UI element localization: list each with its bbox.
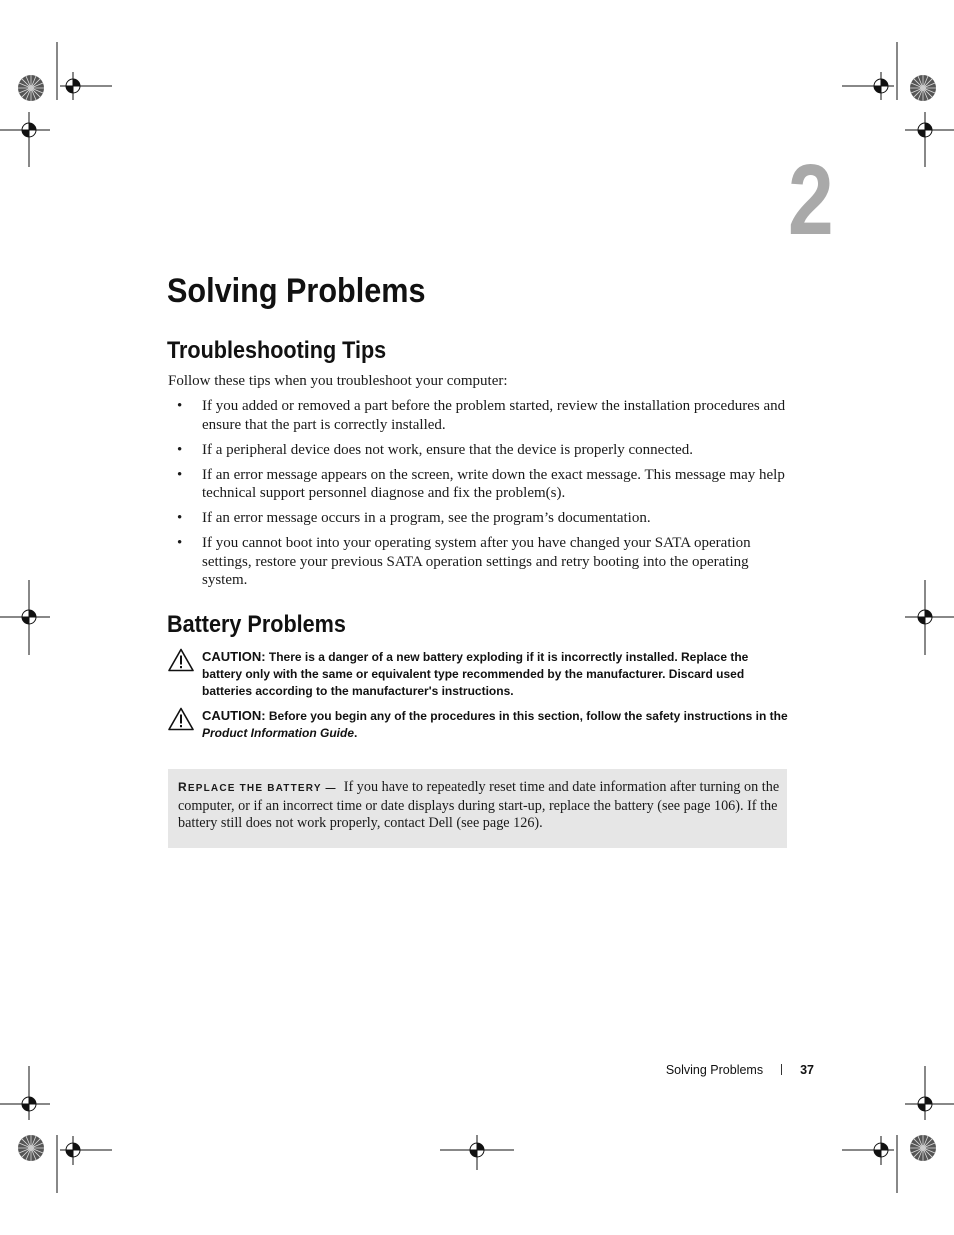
tip-text: If you added or removed a part before the problem started, review the installation procedures and ensure that the part is correctly installed. bbox=[202, 398, 786, 433]
battery-heading: Battery Problems bbox=[167, 611, 346, 638]
tip-text: If an error message occurs in a program, see the program’s documentation. bbox=[202, 510, 651, 526]
troubleshooting-heading: Troubleshooting Tips bbox=[167, 337, 387, 364]
page-footer bbox=[666, 1061, 814, 1079]
replace-battery-text bbox=[178, 779, 780, 833]
replace-battery-lead: REPLACE THE BATTERY — bbox=[178, 780, 337, 794]
bullet: • bbox=[177, 535, 183, 551]
caution-label: CAUTION: bbox=[202, 708, 266, 723]
footer-separator bbox=[781, 1064, 782, 1075]
tip-item bbox=[168, 534, 788, 590]
bullet: • bbox=[177, 398, 183, 414]
tip-item bbox=[168, 509, 788, 528]
product-guide-title: Product Information Guide bbox=[202, 726, 354, 740]
caution-text bbox=[202, 648, 788, 700]
replace-battery-box bbox=[168, 769, 787, 848]
caution-notice bbox=[168, 707, 788, 742]
warning-triangle-icon bbox=[168, 707, 194, 731]
caution-label: CAUTION: bbox=[202, 649, 266, 664]
tip-item bbox=[168, 397, 788, 434]
replace-battery-body: If you have to repeatedly reset time and date information after turning on the computer, or if an incorrect time or date displays during start-up, replace the battery (see page 106). If the battery still does not work properly, contact Dell (see page 126). bbox=[178, 779, 780, 831]
caution-end: . bbox=[354, 726, 358, 740]
caution-notice bbox=[168, 648, 788, 700]
chapter-title: Solving Problems bbox=[167, 272, 426, 310]
troubleshooting-intro: Follow these tips when you troubleshoot your computer: bbox=[168, 373, 508, 389]
bullet: • bbox=[177, 466, 183, 483]
tip-text: If you cannot boot into your operating system after you have changed your SATA operation settings, restore your previous SATA operation settings and retry booting into the operating system. bbox=[202, 535, 751, 588]
bullet: • bbox=[177, 510, 183, 526]
tip-text: If a peripheral device does not work, ensure that the device is properly connected. bbox=[202, 441, 694, 458]
chapter-number: 2 bbox=[788, 144, 832, 256]
tip-text: If an error message appears on the screen, write down the exact message. This message may help technical support personnel diagnose and fix the problem(s). bbox=[202, 466, 785, 501]
page-number: 37 bbox=[800, 1063, 814, 1077]
caution-text bbox=[202, 707, 788, 742]
troubleshooting-tips-list bbox=[168, 397, 788, 596]
tip-item bbox=[168, 441, 788, 460]
warning-triangle-icon bbox=[168, 648, 194, 672]
caution-body: Before you begin any of the procedures in this section, follow the safety instructions in the bbox=[268, 709, 788, 723]
footer-section: Solving Problems bbox=[665, 1063, 764, 1077]
caution-body: There is a danger of a new battery exploding if it is incorrectly installed. Replace the battery only with the same or equivalent type recommended by the manufacturer. Discard used batteries according to the manufacturer's instructions. bbox=[202, 650, 749, 698]
tip-item bbox=[168, 466, 788, 503]
bullet: • bbox=[177, 441, 183, 458]
